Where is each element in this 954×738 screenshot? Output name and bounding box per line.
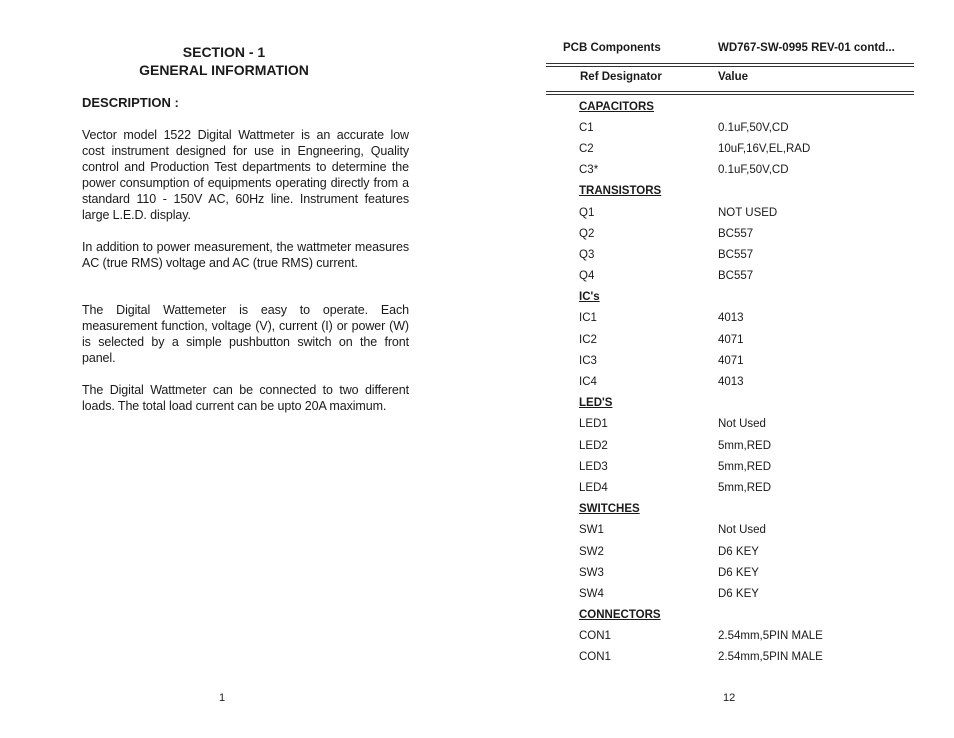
ref-designator: CON1 — [579, 630, 611, 643]
ref-designator: LED4 — [579, 481, 608, 494]
component-row — [579, 160, 909, 181]
component-value: NOT USED — [718, 206, 778, 219]
component-row — [579, 541, 909, 562]
column-header-value: Value — [718, 71, 749, 83]
component-value: 2.54mm,5PIN MALE — [718, 651, 823, 664]
component-row — [579, 456, 909, 477]
header-rule — [546, 63, 914, 67]
component-group-title — [579, 393, 909, 414]
component-row — [579, 117, 909, 138]
description-paragraph: Vector model 1522 Digital Wattmeter is an accurate low cost instrument designed for use in Engneering, Quality control and Production Test departments to determine the power consumption of equipments operating directly from a standard 110 - 150V AC, 60Hz line. Instrument features large L.E.D. display. — [82, 128, 409, 222]
pcb-components-title: PCB Components — [563, 42, 661, 54]
page-number: 1 — [219, 692, 226, 704]
component-row — [579, 244, 909, 265]
ref-designator: SW1 — [579, 524, 604, 537]
component-value: 2.54mm,5PIN MALE — [718, 630, 823, 643]
group-title-text: CONNECTORS — [579, 609, 661, 622]
component-row — [579, 477, 909, 498]
component-group-title — [579, 96, 909, 117]
ref-designator: IC2 — [579, 333, 597, 346]
component-value: BC557 — [718, 270, 754, 283]
ref-designator: LED3 — [579, 460, 608, 473]
component-value: Not Used — [718, 524, 766, 537]
component-value: 5mm,RED — [718, 460, 772, 473]
component-row — [579, 435, 909, 456]
ref-designator: SW2 — [579, 545, 604, 558]
ref-designator: CON1 — [579, 651, 611, 664]
component-value: D6 KEY — [718, 566, 759, 579]
column-header-rule — [546, 91, 914, 95]
component-value: 4071 — [718, 354, 744, 367]
description-paragraph: The Digital Wattmeter can be connected to two different loads. The total load current can be upto 20A maximum. — [82, 383, 409, 413]
component-group-title — [579, 181, 909, 202]
ref-designator: Q4 — [579, 270, 595, 283]
component-row — [579, 266, 909, 287]
ref-designator: C1 — [579, 121, 594, 134]
component-value: 0.1uF,50V,CD — [718, 121, 789, 134]
description-paragraph: In addition to power measurement, the wattmeter measures AC (true RMS) voltage and AC (true RMS) current. — [82, 240, 409, 270]
component-row — [579, 350, 909, 371]
component-value: 0.1uF,50V,CD — [718, 164, 789, 177]
component-value: 4071 — [718, 333, 744, 346]
component-row — [579, 371, 909, 392]
group-title-text: CAPACITORS — [579, 100, 654, 113]
component-value: Not Used — [718, 418, 766, 431]
ref-designator: SW4 — [579, 587, 604, 600]
group-title-text: SWITCHES — [579, 503, 640, 516]
component-group-title — [579, 605, 909, 626]
document-reference: WD767-SW-0995 REV-01 contd... — [718, 42, 895, 54]
component-value: 4013 — [718, 376, 744, 389]
page-number: 12 — [723, 692, 736, 704]
component-value: BC557 — [718, 227, 754, 240]
component-value: 5mm,RED — [718, 481, 772, 494]
component-group-title — [579, 287, 909, 308]
component-row — [579, 223, 909, 244]
ref-designator: SW3 — [579, 566, 604, 579]
component-value: 10uF,16V,EL,RAD — [718, 142, 811, 155]
component-row — [579, 583, 909, 604]
ref-designator: LED2 — [579, 439, 608, 452]
section-number: SECTION - 1 — [182, 44, 266, 60]
group-title-text: IC's — [579, 291, 600, 304]
component-value: D6 KEY — [718, 587, 759, 600]
section-title: GENERAL INFORMATION — [139, 62, 309, 78]
component-row — [579, 626, 909, 647]
component-row — [579, 308, 909, 329]
component-row — [579, 520, 909, 541]
description-paragraph: The Digital Wattemeter is easy to operate. Each measurement function, voltage (V), current (I) or power (W) is selected by a simple pushbutton switch on the front panel. — [82, 303, 409, 365]
group-title-text: TRANSISTORS — [579, 185, 662, 198]
component-value: 5mm,RED — [718, 439, 772, 452]
ref-designator: IC4 — [579, 376, 597, 389]
ref-designator: C2 — [579, 142, 594, 155]
section-heading — [82, 43, 366, 79]
component-value: D6 KEY — [718, 545, 759, 558]
component-value: 4013 — [718, 312, 744, 325]
component-row — [579, 414, 909, 435]
ref-designator: Q3 — [579, 248, 595, 261]
description-heading: DESCRIPTION : — [82, 95, 179, 110]
ref-designator: IC3 — [579, 354, 597, 367]
ref-designator: IC1 — [579, 312, 597, 325]
component-row — [579, 329, 909, 350]
component-row — [579, 202, 909, 223]
component-row — [579, 562, 909, 583]
ref-designator: Q1 — [579, 206, 595, 219]
group-title-text: LED'S — [579, 397, 613, 410]
ref-designator: C3* — [579, 164, 599, 177]
ref-designator: LED1 — [579, 418, 608, 431]
component-group-title — [579, 499, 909, 520]
components-table — [579, 96, 909, 668]
component-row — [579, 647, 909, 668]
column-header-ref: Ref Designator — [580, 71, 662, 83]
component-value: BC557 — [718, 248, 754, 261]
ref-designator: Q2 — [579, 227, 595, 240]
component-row — [579, 138, 909, 159]
